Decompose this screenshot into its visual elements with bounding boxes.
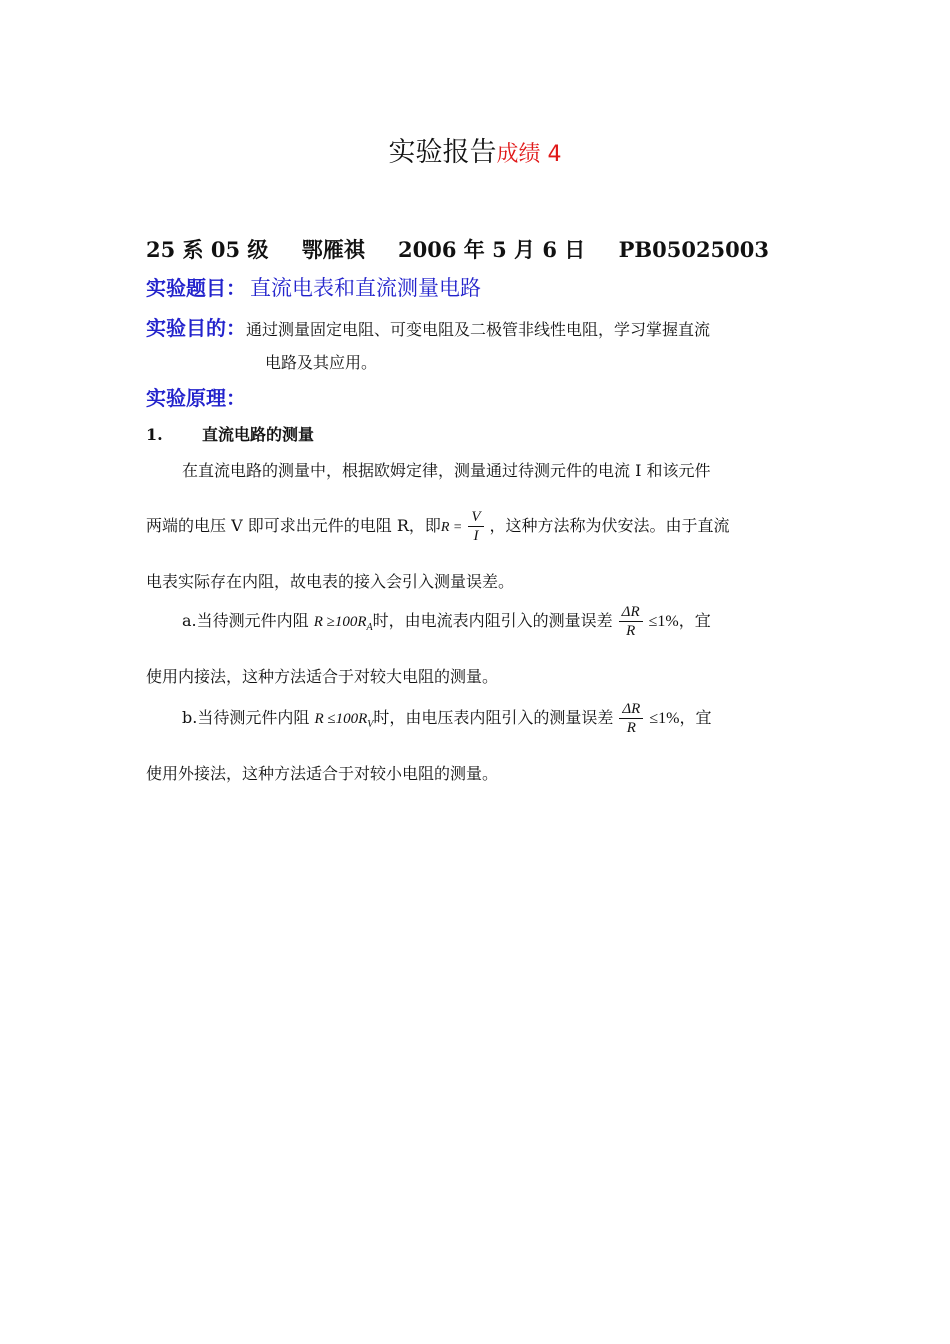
ohm-fraction: [468, 508, 483, 545]
case-b-condition-subscript: V: [367, 719, 374, 730]
section-title: 直流电路的测量: [202, 425, 315, 444]
case-b-error-denominator: R: [626, 720, 636, 736]
student-info-line: [146, 234, 769, 264]
case-a-condition: [313, 614, 373, 633]
case-b-error-fraction: [619, 700, 643, 737]
paragraph-line: [182, 458, 711, 481]
case-a-error-numerator: ΔR: [619, 603, 643, 622]
case-b-middle: 时，由电压表内阻引入的测量误差: [373, 708, 614, 727]
case-b-condition: [314, 711, 374, 730]
student-name: 鄂雁祺: [301, 237, 365, 262]
case-a-end: ≤1%，宜: [648, 613, 711, 630]
case-a-error-fraction: [619, 603, 643, 640]
case-a-error-denominator: R: [626, 623, 636, 639]
topic-line: [146, 272, 481, 302]
case-b-line2: [146, 761, 498, 784]
case-a-line2: [146, 664, 498, 687]
paragraph-line: [146, 569, 514, 592]
purpose-text-line2: 电路及其应用。: [265, 353, 378, 372]
ohm-fraction-denominator: I: [473, 528, 479, 544]
paragraph-line: [146, 508, 730, 545]
principle-heading: [146, 382, 246, 411]
case-b-line2-text: 使用外接法，这种方法适合于对较小电阻的测量。: [146, 764, 499, 783]
purpose-continuation: [265, 350, 377, 373]
p1-line2-after: ，这种方法称为伏安法。由于直流: [489, 516, 730, 535]
topic-label: 实验题目：: [146, 276, 246, 300]
purpose-line: [146, 312, 710, 341]
case-b-line: [182, 700, 711, 737]
report-title: [0, 130, 950, 169]
case-a-line: [182, 603, 711, 640]
purpose-label: 实验目的：: [146, 316, 246, 340]
student-id: PB05025003: [618, 237, 769, 262]
section-number: 1.: [146, 425, 163, 444]
case-b-end: ≤1%，宜: [649, 710, 712, 727]
topic-text: 直流电表和直流测量电路: [250, 276, 481, 300]
ohm-formula-lhs: R =: [440, 520, 463, 535]
title-text: 实验报告: [388, 137, 497, 168]
case-a-middle: 时，由电流表内阻引入的测量误差: [372, 611, 613, 630]
ohm-fraction-numerator: V: [468, 508, 483, 527]
case-b-error-numerator: ΔR: [619, 700, 643, 719]
section-heading: [146, 422, 314, 445]
case-a-line2-text: 使用内接法，这种方法适合于对较大电阻的测量。: [146, 667, 499, 686]
case-a-condition-subscript: A: [366, 622, 373, 633]
case-b-condition-text: R ≤100R: [314, 711, 368, 727]
p1-line2-before: 两端的电压 V 即可求出元件的电阻 R，即: [146, 516, 441, 535]
grade-text: 成绩 4: [496, 142, 562, 167]
case-b-prefix: b.当待测元件内阻: [182, 708, 310, 727]
principle-label: 实验原理：: [146, 386, 246, 410]
case-a-condition-text: R ≥100R: [313, 614, 367, 630]
class-text: 25 系 05 级: [146, 237, 269, 262]
case-a-prefix: a.当待测元件内阻: [182, 611, 309, 630]
purpose-text-line1: 通过测量固定电阻、可变电阻及二极管非线性电阻，学习掌握直流: [246, 320, 711, 339]
report-date: 2006 年 5 月 6 日: [398, 237, 586, 262]
p1-line1: 在直流电路的测量中，根据欧姆定律，测量通过待测元件的电流 I 和该元件: [182, 461, 711, 480]
p1-line3: 电表实际存在内阻，故电表的接入会引入测量误差。: [146, 572, 515, 591]
